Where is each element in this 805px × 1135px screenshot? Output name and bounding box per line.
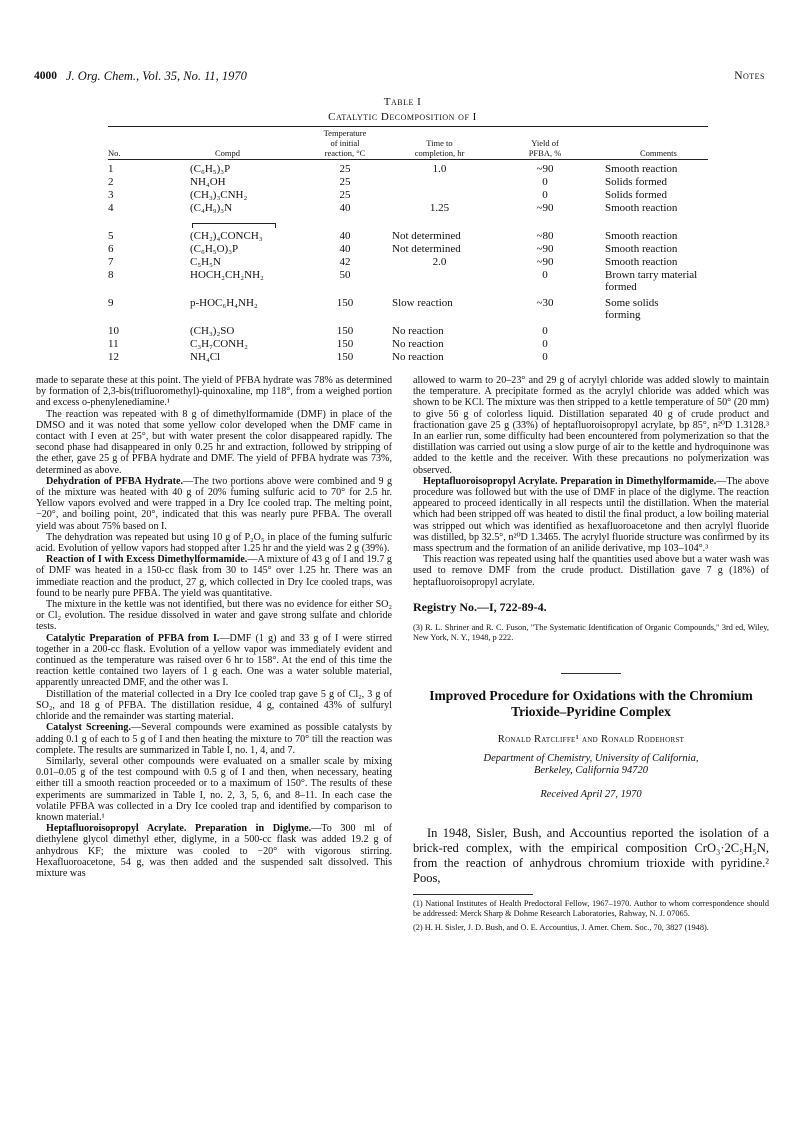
cell-temp: 42 [339,256,351,268]
cell-no: 10 [108,325,119,337]
journal-citation: J. Org. Chem., Vol. 35, No. 11, 1970 [66,69,247,83]
cell-comment: Smooth reaction [605,163,678,175]
affiliation-line1: Department of Chemistry, University of California, [483,753,699,765]
cell-yield: ~90 [536,202,554,214]
article-authors: Ronald Ratcliffe¹ and Ronald Rodehorst [497,734,685,746]
footnote-rule [413,894,533,895]
right-column [413,375,769,933]
cell-time: No reaction [392,325,444,337]
cell-yield: ~90 [536,243,554,255]
header-temp-line1: Temperature [323,128,367,138]
run-in-heading: Catalytic Preparation of PFBA from I. [46,632,220,644]
registry-number: Registry No.—I, 722-89-4. [413,599,547,614]
cell-temp: 40 [339,230,351,242]
cell-yield: 0 [542,189,548,201]
cell-no: 5 [108,230,114,242]
cell-compd: NH₄Cl [190,351,221,363]
cell-time: Not determined [392,230,461,242]
cell-yield: ~80 [536,230,554,242]
cell-temp: 40 [339,243,351,255]
article-separator [561,673,621,674]
run-in-heading: Dehydration of PFBA Hydrate. [46,475,184,487]
cell-comment: Solids formed [605,176,668,188]
cell-compd: (CH₂)₄CONCH₃ [190,230,263,242]
cell-temp: 25 [339,176,351,188]
cell-comment: Smooth reaction [605,202,678,214]
table-caption: Catalytic Decomposition of I [328,111,477,123]
article-title: Improved Procedure for Oxidations with the Chromium Trioxide–Pyridine Complex [429,688,753,720]
header-time-line1: Time to [426,138,453,148]
cell-temp: 150 [336,325,354,337]
header-temp-line2: of initial [330,138,360,148]
cell-time: 2.0 [432,256,447,268]
received-date: Received April 27, 1970 [540,789,642,801]
table-header-rule [108,159,708,160]
cell-no: 4 [108,202,114,214]
cell-temp: 150 [336,351,354,363]
paragraph-text: —DMF (1 g) and 33 g of I were stirred together in a 200-cc flask. Evolution of a yellow vapor was immediately evident and continued as the temperature was raised over 6 hr to 158°. At the end of this time the reaction kettle contained two layers of 1 g each. One was a water soluble material, apparently unreacted DMF, and the other was I. [36,632,392,689]
cell-compd: (C₄H₉)₃N [190,202,233,214]
paragraph: The dehydration was repeated but using 10 g of P₂O₅ in place of the fuming sulfuric acid. Evolution of yellow vapors had stopped after 1.25 hr and the yield was 2 g (39%). [36,531,392,555]
paragraph: Distillation of the material collected in a Dry Ice cooled trap gave 5 g of Cl₂, 3 g of SO₂, and 18 g of PFBA. The distillation residue, 4 g, contained 43% of sulfuryl chloride and the remainder was starting material. [36,688,392,723]
cell-comment: Smooth reaction [605,243,678,255]
ring-bracket [192,223,276,228]
cell-compd: p-HOC₆H₄NH₂ [190,297,258,309]
cell-temp: 50 [339,269,351,281]
cell-no: 3 [108,189,114,201]
reference-3: (3) R. L. Shriner and R. C. Fuson, "The Systematic Identification of Organic Compounds," 3rd ed, Wiley, New York, N. Y., 1948, p 222. [413,623,769,643]
cell-temp: 150 [336,297,354,309]
header-yield-line1: Yield of [531,138,559,148]
run-in-heading: Heptafluoroisopropyl Acrylate. Preparation in Dimethylformamide. [423,475,717,487]
article-intro: In 1948, Sisler, Bush, and Accountius reported the isolation of a brick-red complex, with the empirical composition CrO₃·2C₅H₅N, from the reaction of anhydrous chromium trioxide with pyridine.² Poos, [413,826,769,886]
paragraph [36,633,392,689]
cell-compd: NH₄OH [190,176,226,188]
paragraph-text: —The above procedure was followed but with the use of DMF in place of the diglyme. The reaction appeared to proceed identically in all respects until the distillation. When the material which had been stripped off was heated to distil the final product, a low boiling material was stripped out which was identified as hexafluoroacetone and then acrylyl fluoride was distilled, bp 32.5°, n²⁰D 1.3465. The acrylyl fluoride structure was confirmed by its mass spectrum and the formation of an anilide derivative, mp 103–104°.³ [413,475,769,555]
header-yield [505,138,585,158]
paragraph: allowed to warm to 20–23° and 29 g of acrylyl chloride was added slowly to maintain the temperature. A precipitate formed as the acrylyl chloride was added which was shown to be KCl. The mixture was then stripped to a kettle temperature of 50° (20 mm) to give 56 g of colorless liquid. Distillation separated 40 g of crude product and fractionation gave 25 g (33%) of heptafluoroisopropyl acrylate, bp 85°, n²⁰D 1.3128.³ In an earlier run, some difficulty had been encountered from polymerization so that the distillation was carried out using a slow purge of air to the kettle and hydroquinone was added to the kettle and the receiver. With these precautions no polymerization was observed. [413,375,769,476]
cell-compd: C₃H₇CONH₂ [190,338,248,350]
paragraph [36,823,392,879]
cell-temp: 25 [339,189,351,201]
cell-no: 7 [108,256,114,268]
cell-no: 8 [108,269,114,281]
cell-temp: 40 [339,202,351,214]
paragraph [36,476,392,532]
paragraph [36,554,392,599]
table-title: Table I [383,96,422,108]
footnote-2: (2) H. H. Sisler, J. D. Bush, and O. E. Accountius, J. Amer. Chem. Soc., 70, 3827 (1948). [413,923,709,933]
cell-time: Not determined [392,243,461,255]
cell-no: 6 [108,243,114,255]
paragraph: The mixture in the kettle was not identified, but there was no evidence for either SO₂ or Cl₂ evolution. The residue dissolved in water and gave strong sulfate and chloride tests. [36,599,392,633]
run-in-heading: Heptafluoroisopropyl Acrylate. Preparation in Diglyme. [46,823,312,835]
cell-comment: Smooth reaction [605,256,678,268]
affiliation-line2: Berkeley, California 94720 [533,765,649,777]
cell-time: No reaction [392,338,444,350]
cell-yield: ~90 [536,256,554,268]
run-in-heading: Catalyst Screening. [46,722,131,734]
cell-yield: ~30 [536,297,554,309]
paragraph-text: —To 300 ml of diethylene glycol dimethyl ether, diglyme, in a 500-cc flask was added 19.2 g of anhydrous KF; the mixture was cooled to −20° with vigorous stirring. Hexafluoroacetone, 54 g, was then added and the suspended salt dissolved. This mixture was [36,823,392,879]
cell-compd: (C₆H₅O)₃P [190,243,239,255]
header-time [392,138,487,158]
cell-no: 11 [108,338,119,350]
paragraph: The reaction was repeated with 8 g of dimethylformamide (DMF) in place of the DMSO and it was noted that some yellow color developed when the DMF came in contact with I even at 25°, but with water present the color disappeared rapidly. The second phase had disappeared in only 0.25 hr and extraction, followed by stripping of the ether, gave 25 g of PFBA hydrate and DMF. The yield of PFBA hydrate was 73%, determined as above. [36,408,392,476]
paragraph-text: —Several compounds were examined as possible catalysts by adding 0.1 g of each to 5 g of I and then heating the mixture to 70° till the reaction was complete. The results are summarized in Table I, no. 1, 4, and 7. [36,722,392,756]
paragraph-text: —The two portions above were combined and 9 g of the mixture was heated with 40 g of 20% fuming sulfuric acid to 70° for 2.5 hr. Yellow vapors evolved and were trapped in a Dry Ice cooled trap. The melting point, −20°, and boiling point, 20°, indicated that this was nearly pure PFBA. The overall yield was about 75% based on I. [36,475,392,532]
cell-comment: Solids formed [605,189,668,201]
page-number: 4000 [34,70,57,82]
cell-no: 2 [108,176,114,188]
cell-compd: HOCH₂CH₂NH₂ [190,269,264,281]
paragraph: This reaction was repeated using half the quantities used above but a water wash was used to remove DMF from the crude product. Distillation gave 7 g (18%) of heptafluoroisopropyl acrylate. [413,554,769,588]
header-comments: Comments [640,148,677,158]
header-no: No. [108,148,121,158]
cell-compd: (CH₃)₃CNH₂ [190,189,248,201]
cell-yield: ~90 [536,163,554,175]
cell-time: No reaction [392,351,444,363]
cell-comment: Some solids forming [605,297,659,321]
header-compd: Compd [215,148,241,158]
header-time-line2: completion, hr [414,148,465,158]
cell-yield: 0 [542,325,548,337]
cell-temp: 150 [336,338,354,350]
header-temp-line3: reaction, °C [324,148,366,158]
cell-yield: 0 [542,351,548,363]
cell-temp: 25 [339,163,351,175]
cell-time: 1.0 [432,163,447,175]
cell-comment: Brown tarry material formed [605,269,698,293]
cell-time: 1.25 [429,202,450,214]
section-name: Notes [734,70,765,82]
paragraph-text: —A mixture of 43 g of I and 19.7 g of DMF was heated in a 150-cc flask from 30 to 145° over 1.25 hr. There was an immediate reaction and the product, 27 g, which collected in Dry Ice cooled traps, was found to be nearly pure PFBA. The yield was quantitative. [36,554,392,599]
paragraph: Similarly, several other compounds were evaluated on a smaller scale by mixing 0.01–0.05 g of the test compound with 0.5 g of I and then, when necessary, heating either till a smooth reaction proceeded or to a maximum of 150°. The results of these experiments are summarized in Table I, no. 2, 3, 5, 6, and 8–11. In each case the volatile PFBA was collected in a Dry Ice cooled trap and identified by comparison to known material.¹ [36,755,392,823]
header-yield-line2: PFBA, % [528,148,562,158]
left-column [36,375,392,879]
footnote-1: (1) National Institutes of Health Predoctoral Fellow, 1967–1970. Author to whom correspondence should be addressed: Merck Sharp & Dohme Research Laboratories, Rahway, N. J. 07065. [413,899,769,919]
cell-compd: (CH₃)₂SO [190,325,235,337]
cell-compd: C₅H₅N [190,256,221,268]
table-top-rule [108,126,708,127]
paragraph [36,722,392,756]
paragraph [413,476,769,554]
cell-yield: 0 [542,338,548,350]
header-temperature [300,128,390,158]
cell-no: 12 [108,351,119,363]
run-in-heading: Reaction of I with Excess Dimethylformamide. [46,554,248,566]
cell-yield: 0 [542,176,548,188]
cell-comment: Smooth reaction [605,230,678,242]
cell-no: 1 [108,163,114,175]
paragraph: made to separate these at this point. The yield of PFBA hydrate was 78% as determined by formation of 2,3-bis(trifluoromethyl)-quinoxaline, mp 118°, from a weighed portion and excess o-phenylenediamine.¹ [36,375,392,409]
cell-no: 9 [108,297,114,309]
author-affiliation [413,753,769,777]
cell-time: Slow reaction [392,297,453,309]
cell-compd: (C₆H₅)₃P [190,163,231,175]
cell-yield: 0 [542,269,548,281]
